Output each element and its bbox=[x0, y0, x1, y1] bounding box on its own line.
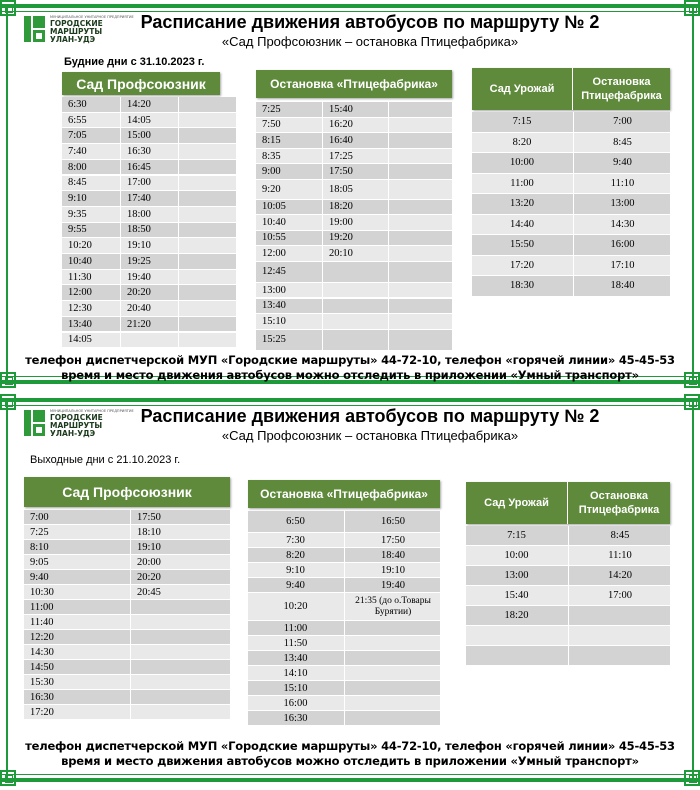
time-cell: 18:40 bbox=[344, 548, 441, 562]
time-cell: 7:00 bbox=[30, 511, 49, 523]
time-cell: 14:30 bbox=[573, 215, 671, 235]
time-cell: 10:00 bbox=[510, 157, 534, 169]
time-cell: 17:40 bbox=[120, 191, 185, 206]
time-cell: 10:05 bbox=[262, 201, 286, 213]
time-cell: 21:35 (до о.Товары Бурятии) bbox=[344, 593, 441, 620]
table-row bbox=[62, 270, 236, 285]
time-cell: 14:05 bbox=[68, 334, 92, 346]
time-cell: 15:00 bbox=[120, 128, 185, 143]
time-cell: 18:20 bbox=[322, 200, 395, 215]
table-row bbox=[256, 283, 452, 298]
time-cell: 13:00 bbox=[504, 570, 529, 581]
app-notice: время и место движения автобусов можно отследить в приложении «Умный транспорт» bbox=[61, 754, 639, 768]
time-cell: 18:05 bbox=[322, 180, 395, 199]
time-cell: 16:20 bbox=[322, 118, 395, 133]
table-row bbox=[24, 540, 230, 554]
time-cell: 7:15 bbox=[507, 530, 526, 541]
time-cell: 7:40 bbox=[68, 145, 87, 157]
time-cell bbox=[344, 636, 441, 650]
time-cell: 20:20 bbox=[120, 285, 185, 300]
logo-line: МАРШРУТЫ bbox=[50, 26, 103, 36]
table-row bbox=[24, 600, 230, 614]
logo-mark-icon bbox=[24, 408, 46, 438]
time-cell: 12:00 bbox=[68, 287, 92, 299]
time-cell bbox=[344, 651, 441, 665]
table-row bbox=[24, 645, 230, 659]
time-cell: 9:55 bbox=[68, 224, 87, 236]
time-cell: 9:40 bbox=[30, 571, 49, 583]
time-cell bbox=[178, 113, 243, 128]
table-row bbox=[256, 200, 452, 215]
time-cell: 8:10 bbox=[30, 541, 49, 553]
time-cell: 18:00 bbox=[120, 207, 185, 222]
time-cell: 17:20 bbox=[510, 259, 534, 271]
time-cell: 19:00 bbox=[322, 215, 395, 230]
contact-phones: телефон диспетчерской МУП «Городские маршруты» 44-72-10, телефон «горячей линии» 45-45-53 bbox=[25, 353, 675, 367]
time-cell: 8:00 bbox=[68, 161, 87, 173]
time-cell: 17:00 bbox=[120, 176, 185, 191]
time-cell: 7:00 bbox=[573, 112, 671, 132]
time-cell: 9:00 bbox=[262, 166, 281, 178]
time-cell: 17:50 bbox=[322, 164, 395, 179]
table-row bbox=[62, 191, 236, 206]
table-row bbox=[256, 133, 452, 148]
time-cell: 21:20 bbox=[120, 317, 185, 332]
time-cell: 9:10 bbox=[286, 564, 305, 576]
time-cell bbox=[130, 645, 237, 659]
time-cell bbox=[388, 314, 459, 329]
frame-corner bbox=[0, 0, 16, 16]
table-row bbox=[466, 646, 670, 665]
time-cell: 12:45 bbox=[262, 266, 286, 278]
table-row bbox=[472, 133, 670, 153]
time-cell: 10:55 bbox=[262, 232, 286, 244]
logo-line: УЛАН-УДЭ bbox=[50, 34, 96, 44]
time-cell: 11:10 bbox=[568, 546, 671, 565]
time-cell bbox=[344, 681, 441, 695]
table-row bbox=[256, 262, 452, 282]
time-cell: 18:50 bbox=[120, 223, 185, 238]
time-cell: 7:25 bbox=[30, 526, 49, 538]
table-row bbox=[472, 112, 670, 132]
time-cell: 10:20 bbox=[68, 240, 92, 252]
page-title: Расписание движения автобусов по маршруту № 2 bbox=[140, 12, 600, 32]
time-cell: 17:20 bbox=[30, 706, 54, 718]
time-cell: 13:40 bbox=[283, 652, 308, 664]
table-row bbox=[466, 566, 670, 585]
table-row bbox=[248, 681, 440, 695]
time-cell bbox=[178, 254, 243, 269]
table-row bbox=[256, 330, 452, 350]
time-cell: 16:30 bbox=[283, 712, 308, 724]
time-cell: 8:45 bbox=[68, 177, 87, 189]
time-cell: 11:00 bbox=[30, 601, 54, 613]
table-row bbox=[248, 636, 440, 650]
table-row bbox=[256, 180, 452, 199]
time-cell: 12:00 bbox=[262, 248, 286, 260]
time-cell bbox=[388, 164, 459, 179]
table-row bbox=[24, 630, 230, 644]
logo-line: МАРШРУТЫ bbox=[50, 420, 103, 430]
time-cell bbox=[178, 176, 243, 191]
table-row bbox=[24, 570, 230, 584]
table-row bbox=[256, 215, 452, 230]
time-cell: 12:30 bbox=[68, 302, 92, 314]
table-row bbox=[62, 128, 236, 143]
time-cell: 15:30 bbox=[30, 676, 54, 688]
time-cell: 16:00 bbox=[573, 235, 671, 255]
time-cell bbox=[344, 711, 441, 725]
time-cell: 15:10 bbox=[262, 315, 286, 327]
time-cell: 18:10 bbox=[130, 525, 237, 539]
time-cell bbox=[388, 283, 459, 298]
time-cell bbox=[178, 317, 243, 332]
time-cell bbox=[130, 705, 237, 719]
time-cell: 11:40 bbox=[30, 616, 54, 628]
time-cell: 17:10 bbox=[573, 256, 671, 276]
time-cell: 11:50 bbox=[283, 637, 308, 649]
time-cell: 19:10 bbox=[120, 238, 185, 253]
table-row bbox=[62, 144, 236, 159]
time-cell bbox=[178, 285, 243, 300]
time-cell bbox=[388, 262, 459, 282]
time-cell bbox=[130, 630, 237, 644]
table-row bbox=[248, 563, 440, 577]
page-title: Расписание движения автобусов по маршруту № 2 bbox=[140, 406, 600, 426]
time-cell: 13:40 bbox=[68, 318, 92, 330]
table-row bbox=[256, 118, 452, 133]
time-cell: 14:20 bbox=[568, 566, 671, 585]
table-row bbox=[256, 231, 452, 246]
time-cell bbox=[388, 231, 459, 246]
time-cell bbox=[130, 690, 237, 704]
table-row bbox=[24, 675, 230, 689]
time-cell bbox=[388, 299, 459, 314]
frame-right bbox=[692, 8, 694, 380]
table-row bbox=[248, 696, 440, 710]
time-cell: 19:10 bbox=[344, 563, 441, 577]
time-cell bbox=[388, 102, 459, 117]
time-cell bbox=[388, 118, 459, 133]
time-cell: 17:50 bbox=[344, 533, 441, 547]
table-row bbox=[256, 246, 452, 261]
table-header bbox=[472, 68, 670, 110]
time-cell: 17:25 bbox=[322, 149, 395, 164]
table-row bbox=[472, 153, 670, 173]
time-cell: 14:30 bbox=[30, 646, 54, 658]
table-header: Сад Профсоюзник bbox=[62, 72, 220, 95]
time-cell: 18:30 bbox=[510, 280, 534, 292]
frame-corner bbox=[0, 770, 16, 786]
time-cell: 6:55 bbox=[68, 114, 87, 126]
time-cell: 19:40 bbox=[120, 270, 185, 285]
table-row bbox=[62, 238, 236, 253]
time-cell: 20:00 bbox=[130, 555, 237, 569]
table-row bbox=[62, 223, 236, 238]
time-cell bbox=[568, 646, 671, 665]
time-cell: 16:40 bbox=[322, 133, 395, 148]
table-row bbox=[62, 160, 236, 175]
time-cell: 15:40 bbox=[322, 102, 395, 117]
table-row bbox=[24, 615, 230, 629]
table-row bbox=[472, 174, 670, 194]
table-row bbox=[62, 317, 236, 332]
table-row bbox=[62, 333, 236, 348]
contact-phones: телефон диспетчерской МУП «Городские маршруты» 44-72-10, телефон «горячей линии» 45-45-53 bbox=[25, 739, 675, 753]
table-row bbox=[62, 207, 236, 222]
table-header: Остановка «Птицефабрика» bbox=[256, 70, 452, 98]
time-cell bbox=[178, 301, 243, 316]
time-cell: 16:45 bbox=[120, 160, 185, 175]
logo-line: ГОРОДСКИЕ bbox=[50, 412, 103, 422]
time-cell bbox=[130, 660, 237, 674]
time-cell: 18:20 bbox=[504, 610, 529, 621]
time-cell bbox=[178, 207, 243, 222]
time-cell bbox=[130, 600, 237, 614]
logo-tagline: МУНИЦИПАЛЬНОЕ УНИТАРНОЕ ПРЕДПРИЯТИЕ bbox=[50, 408, 134, 413]
frame-right bbox=[692, 402, 694, 778]
time-cell bbox=[388, 180, 459, 199]
time-cell bbox=[322, 299, 395, 314]
time-cell: 12:20 bbox=[30, 631, 54, 643]
time-cell: 19:20 bbox=[322, 231, 395, 246]
time-cell: 8:35 bbox=[262, 150, 281, 162]
time-cell bbox=[322, 330, 395, 350]
table-header bbox=[466, 482, 670, 524]
time-cell: 6:30 bbox=[68, 98, 87, 110]
frame-corner bbox=[684, 394, 700, 410]
time-cell: 9:20 bbox=[262, 183, 281, 195]
time-cell: 15:40 bbox=[504, 590, 529, 601]
time-cell: 10:00 bbox=[504, 550, 529, 561]
app-notice: время и место движения автобусов можно отследить в приложении «Умный транспорт» bbox=[61, 368, 639, 382]
time-cell: 9:40 bbox=[573, 153, 671, 173]
time-cell: 9:35 bbox=[68, 208, 87, 220]
time-cell bbox=[388, 330, 459, 350]
time-cell: 11:00 bbox=[283, 622, 308, 634]
time-cell bbox=[568, 626, 671, 645]
table-row bbox=[472, 215, 670, 235]
time-cell: 19:25 bbox=[120, 254, 185, 269]
time-cell bbox=[178, 191, 243, 206]
time-cell bbox=[344, 666, 441, 680]
table-row bbox=[466, 586, 670, 605]
table-row bbox=[248, 651, 440, 665]
time-cell: 11:00 bbox=[510, 177, 534, 189]
time-cell: 13:20 bbox=[510, 198, 534, 210]
table-row bbox=[248, 511, 440, 532]
header-cell: Остановка Птицефабрика bbox=[578, 490, 660, 516]
time-cell: 11:30 bbox=[68, 271, 92, 283]
table-row bbox=[62, 254, 236, 269]
time-cell: 10:40 bbox=[68, 255, 92, 267]
time-cell: 18:40 bbox=[573, 276, 671, 296]
table-row bbox=[472, 235, 670, 255]
logo-line: ГОРОДСКИЕ bbox=[50, 18, 103, 28]
time-cell: 20:10 bbox=[322, 246, 395, 261]
table-row bbox=[62, 176, 236, 191]
time-cell bbox=[388, 246, 459, 261]
time-cell: 13:00 bbox=[573, 194, 671, 214]
table-row bbox=[62, 97, 236, 112]
table-row bbox=[256, 149, 452, 164]
logo-mark-icon bbox=[24, 14, 46, 44]
table-row bbox=[248, 533, 440, 547]
time-cell: 13:40 bbox=[262, 300, 286, 312]
table-row bbox=[256, 102, 452, 117]
time-cell bbox=[130, 675, 237, 689]
time-cell: 7:30 bbox=[286, 534, 305, 546]
table-row bbox=[62, 301, 236, 316]
table-row bbox=[256, 314, 452, 329]
time-cell bbox=[466, 626, 567, 645]
time-cell: 7:50 bbox=[262, 119, 281, 131]
time-cell: 8:45 bbox=[568, 526, 671, 545]
time-cell bbox=[466, 646, 567, 665]
time-cell: 14:10 bbox=[283, 667, 308, 679]
table-row bbox=[248, 666, 440, 680]
time-cell: 6:50 bbox=[286, 516, 305, 527]
table-row bbox=[256, 299, 452, 314]
time-cell: 16:00 bbox=[283, 697, 308, 709]
time-cell: 9:05 bbox=[30, 556, 49, 568]
time-cell: 16:30 bbox=[30, 691, 54, 703]
time-cell: 8:45 bbox=[573, 133, 671, 153]
frame-corner bbox=[0, 394, 16, 410]
time-cell: 14:40 bbox=[510, 218, 534, 230]
time-cell: 15:10 bbox=[283, 682, 308, 694]
time-cell: 16:30 bbox=[120, 144, 185, 159]
header-cell: Сад Урожай bbox=[489, 83, 555, 95]
time-cell: 15:25 bbox=[262, 334, 286, 346]
table-row bbox=[248, 578, 440, 592]
time-cell bbox=[322, 283, 395, 298]
time-cell: 7:05 bbox=[68, 130, 87, 142]
frame-corner bbox=[684, 770, 700, 786]
time-cell: 14:50 bbox=[30, 661, 54, 673]
time-cell: 8:20 bbox=[512, 136, 532, 148]
header-cell: Сад Урожай bbox=[484, 497, 549, 509]
table-row bbox=[24, 690, 230, 704]
time-cell: 17:50 bbox=[130, 510, 237, 524]
time-cell: 8:15 bbox=[262, 134, 281, 146]
table-row bbox=[256, 164, 452, 179]
route-subtitle: «Сад Профсоюзник – остановка Птицефабрика» bbox=[221, 428, 519, 443]
time-cell bbox=[120, 333, 185, 348]
time-cell: 7:15 bbox=[512, 116, 532, 128]
time-cell: 20:20 bbox=[130, 570, 237, 584]
time-cell: 19:40 bbox=[344, 578, 441, 592]
time-cell: 11:10 bbox=[573, 174, 671, 194]
table-row bbox=[62, 285, 236, 300]
time-cell: 20:45 bbox=[130, 585, 237, 599]
table-row bbox=[24, 705, 230, 719]
time-cell: 19:10 bbox=[130, 540, 237, 554]
time-cell: 10:20 bbox=[283, 601, 308, 612]
time-cell: 7:25 bbox=[262, 103, 281, 115]
table-row bbox=[472, 194, 670, 214]
time-cell: 16:50 bbox=[344, 511, 441, 532]
table-row bbox=[466, 546, 670, 565]
time-cell: 15:50 bbox=[510, 239, 534, 251]
table-row bbox=[466, 526, 670, 545]
time-cell: 14:20 bbox=[120, 97, 185, 112]
table-row bbox=[24, 510, 230, 524]
time-cell bbox=[388, 200, 459, 215]
time-cell: 14:05 bbox=[120, 113, 185, 128]
time-cell bbox=[178, 144, 243, 159]
time-cell bbox=[130, 615, 237, 629]
time-cell bbox=[388, 149, 459, 164]
time-cell bbox=[178, 97, 243, 112]
table-row bbox=[24, 555, 230, 569]
time-cell bbox=[568, 606, 671, 625]
logo-line: УЛАН-УДЭ bbox=[50, 428, 96, 438]
time-cell bbox=[388, 133, 459, 148]
time-cell: 9:40 bbox=[286, 579, 305, 591]
time-cell bbox=[178, 128, 243, 143]
frame-corner bbox=[684, 0, 700, 16]
table-row bbox=[24, 525, 230, 539]
table-row bbox=[248, 621, 440, 635]
time-cell bbox=[388, 215, 459, 230]
logo-tagline: МУНИЦИПАЛЬНОЕ УНИТАРНОЕ ПРЕДПРИЯТИЕ bbox=[50, 14, 134, 19]
time-cell: 10:40 bbox=[262, 216, 286, 228]
frame-left bbox=[6, 8, 8, 380]
table-row bbox=[472, 276, 670, 296]
table-row bbox=[62, 113, 236, 128]
time-cell bbox=[178, 160, 243, 175]
schedule-period: Выходные дни с 21.10.2023 г. bbox=[30, 454, 181, 466]
table-header: Остановка «Птицефабрика» bbox=[248, 480, 440, 508]
time-cell bbox=[178, 238, 243, 253]
time-cell: 20:40 bbox=[120, 301, 185, 316]
header-cell: Остановка Птицефабрика bbox=[581, 76, 662, 102]
time-cell: 13:00 bbox=[262, 284, 286, 296]
schedule-period: Будние дни с 31.10.2023 г. bbox=[64, 56, 205, 68]
time-cell: 9:10 bbox=[68, 193, 87, 205]
table-row bbox=[24, 585, 230, 599]
time-cell bbox=[322, 314, 395, 329]
table-row bbox=[248, 548, 440, 562]
route-subtitle: «Сад Профсоюзник – остановка Птицефабрика» bbox=[221, 34, 519, 49]
table-row bbox=[248, 711, 440, 725]
time-cell bbox=[322, 262, 395, 282]
time-cell bbox=[344, 696, 441, 710]
table-row bbox=[24, 660, 230, 674]
time-cell: 8:20 bbox=[286, 549, 305, 561]
frame-left bbox=[6, 402, 8, 778]
table-row bbox=[466, 606, 670, 625]
table-row bbox=[466, 626, 670, 645]
time-cell bbox=[178, 223, 243, 238]
table-header: Сад Профсоюзник bbox=[24, 477, 230, 507]
time-cell bbox=[344, 621, 441, 635]
time-cell bbox=[178, 333, 243, 348]
time-cell: 17:00 bbox=[568, 586, 671, 605]
table-row bbox=[248, 593, 440, 620]
time-cell: 10:30 bbox=[30, 586, 54, 598]
time-cell bbox=[178, 270, 243, 285]
table-row bbox=[472, 256, 670, 276]
